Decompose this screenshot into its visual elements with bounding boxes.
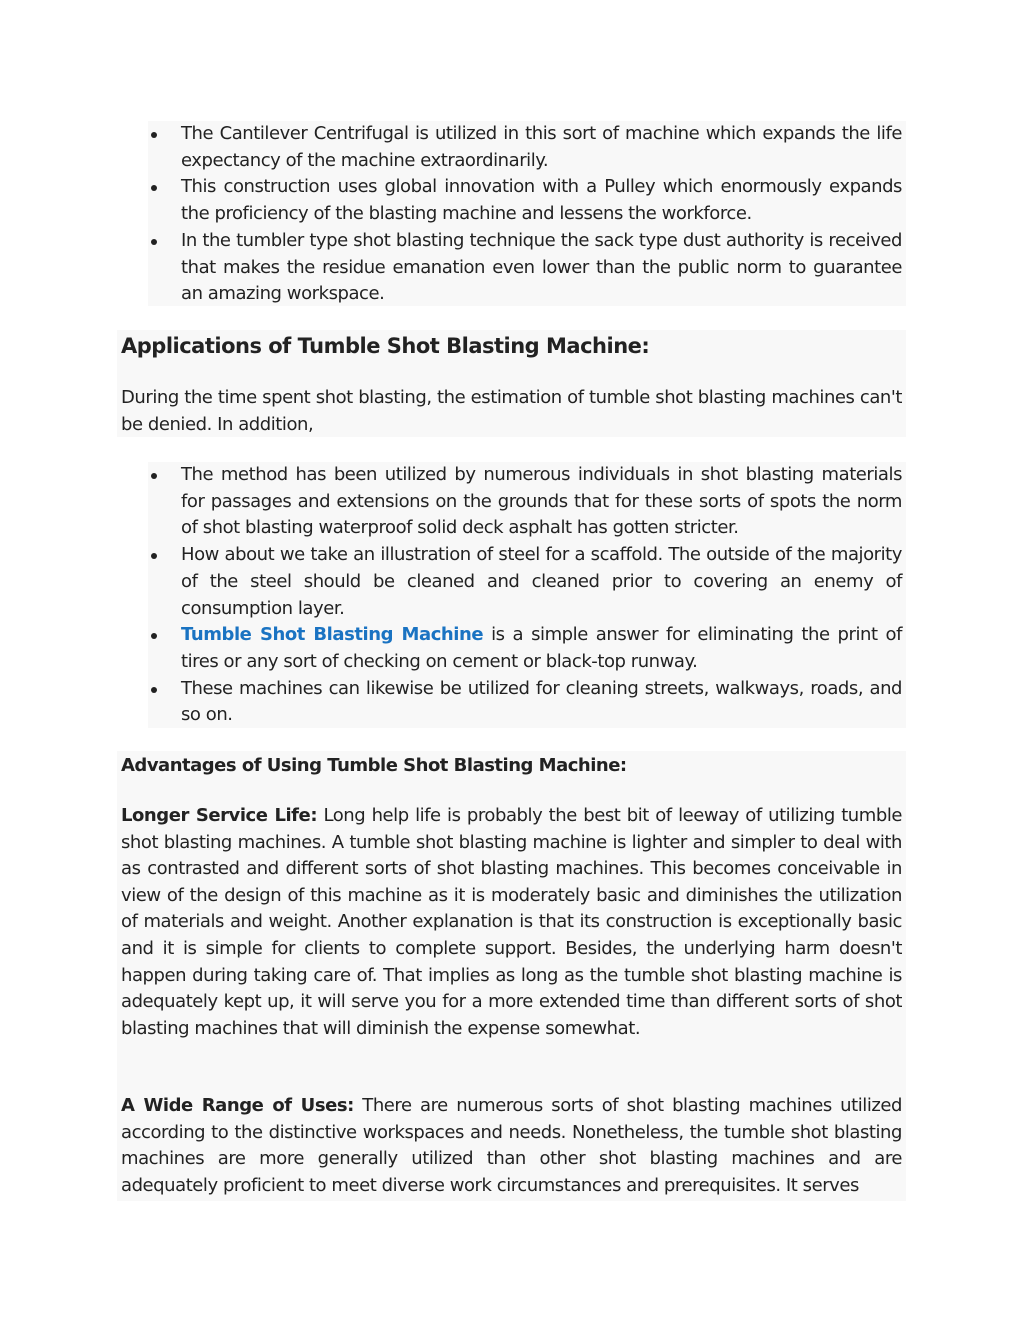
list-item: The method has been utilized by numerous individuals in shot blasting materials for passages and extensions on the grounds that for these sorts of spots the norm of shot blasting waterproof solid deck asphalt has gotten stricter. [181,462,902,542]
applications-list [181,462,902,729]
wide-range-of-uses-paragraph: A Wide Range of Uses: There are numerous sorts of shot blasting machines utilized according to the distinctive workspaces and needs. Nonetheless, the tumble shot blasting machines are more generally utilized than other shot blasting machines and are adequately proficient to meet diverse work circumstances and prerequisites. It serves [121,1095,903,1196]
longer-service-life-paragraph: Longer Service Life: Long help life is probably the best bit of leeway of utilizing tumble shot blasting machines. A tumble shot blasting machine is lighter and simpler to deal with as contrasted and different sorts of shot blasting machines. This becomes conceivable in view of the design of this machine as it is moderately basic and diminishes the utilization of materials and weight. Another explanation is that its construction is exceptionally basic and it is simple for clients to complete support. Besides, the underlying harm doesn't happen during taking care of. That implies as long as the tumble shot blasting machine is adequately kept up, it will serve you for a more extended time than different sorts of shot blasting machines that will diminish the expense somewhat. [121,805,902,1039]
paragraph-label: A Wide Range of Uses: [121,1095,354,1116]
list-item: In the tumbler type shot blasting technique the sack type dust authority is received that makes the residue emanation even lower than the public norm to guarantee an amazing workspace. [181,228,902,308]
list-item: How about we take an illustration of steel for a scaffold. The outside of the majority of the steel should be cleaned and cleaned prior to covering an enemy of consumption layer. [181,542,902,622]
features-list [181,121,902,308]
applications-intro: During the time spent shot blasting, the estimation of tumble shot blasting machines can't be denied. In addition, [121,387,902,435]
advantages-heading: Advantages of Using Tumble Shot Blasting Machine: [121,755,627,776]
list-item: Tumble Shot Blasting Machine is a simple answer for eliminating the print of tires or any sort of checking on cement or black-top runway. [181,622,902,675]
bullet-icon [151,687,157,693]
tumble-shot-blasting-machine-link[interactable]: Tumble Shot Blasting Machine [181,624,484,646]
list-item: The Cantilever Centrifugal is utilized in this sort of machine which expands the life expectancy of the machine extraordinarily. [181,121,902,174]
applications-heading: Applications of Tumble Shot Blasting Machine: [121,334,650,358]
list-item: This construction uses global innovation with a Pulley which enormously expands the proficiency of the blasting machine and lessens the workforce. [181,174,902,227]
bullet-icon [151,473,157,479]
list-item: These machines can likewise be utilized for cleaning streets, walkways, roads, and so on. [181,676,902,729]
bullet-icon [151,239,157,245]
bullet-icon [151,132,157,138]
paragraph-label: Longer Service Life: [121,805,318,826]
